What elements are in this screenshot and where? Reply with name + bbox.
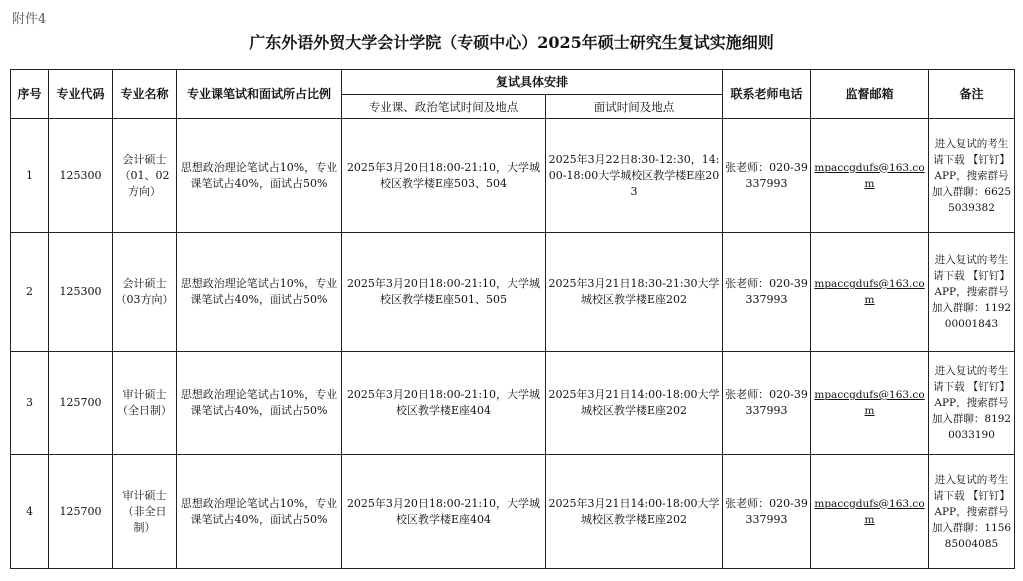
cell-code: 125300 <box>49 233 113 352</box>
cell-note: 进入复试的考生请下载 【钉钉】APP，搜索群号加入群聊：81920033190 <box>929 352 1015 455</box>
cell-seq: 4 <box>11 455 49 569</box>
table-row <box>11 455 1015 569</box>
cell-ratio: 思想政治理论笔试占10%，专业课笔试占40%，面试占50% <box>177 352 342 455</box>
cell-phone: 张老师：020-39337993 <box>723 233 811 352</box>
cell-name: 审计硕士（全日制） <box>113 352 177 455</box>
header-email: 监督邮箱 <box>811 70 929 119</box>
cell-phone: 张老师：020-39337993 <box>723 455 811 569</box>
table-row <box>11 352 1015 455</box>
cell-interview: 2025年3月21日14:00-18:00大学城校区教学楼E座202 <box>546 352 723 455</box>
cell-written: 2025年3月20日18:00-21:10，大学城校区教学楼E座404 <box>342 352 546 455</box>
cell-seq: 2 <box>11 233 49 352</box>
cell-written: 2025年3月20日18:00-21:10，大学城校区教学楼E座503、504 <box>342 119 546 233</box>
cell-note: 进入复试的考生请下载 【钉钉】APP，搜索群号加入群聊：66255039382 <box>929 119 1015 233</box>
attachment-label: 附件4 <box>12 12 47 27</box>
header-phone: 联系老师电话 <box>723 70 811 119</box>
retest-schedule-table <box>10 69 1015 569</box>
cell-written: 2025年3月20日18:00-21:10，大学城校区教学楼E座404 <box>342 455 546 569</box>
cell-code: 125700 <box>49 455 113 569</box>
document-title: 广东外语外贸大学会计学院（专硕中心）2025年硕士研究生复试实施细则 <box>249 33 774 52</box>
cell-interview: 2025年3月22日8:30-12:30，14:00-18:00大学城校区教学楼E座203 <box>546 119 723 233</box>
header-code: 专业代码 <box>49 70 113 119</box>
header-seq: 序号 <box>11 70 49 119</box>
table-row <box>11 233 1015 352</box>
cell-interview: 2025年3月21日18:30-21:30大学城校区教学楼E座202 <box>546 233 723 352</box>
cell-interview: 2025年3月21日14:00-18:00大学城校区教学楼E座202 <box>546 455 723 569</box>
cell-code: 125700 <box>49 352 113 455</box>
header-ratio: 专业课笔试和面试所占比例 <box>177 70 342 119</box>
cell-note: 进入复试的考生请下载 【钉钉】APP，搜索群号加入群聊：119200001843 <box>929 233 1015 352</box>
header-interview: 面试时间及地点 <box>546 95 723 119</box>
cell-phone: 张老师：020-39337993 <box>723 352 811 455</box>
cell-seq: 1 <box>11 119 49 233</box>
cell-email-link[interactable]: mpaccgdufs@163.com <box>811 352 929 455</box>
cell-name: 审计硕士（非全日制） <box>113 455 177 569</box>
cell-name: 会计硕士（01、02方向） <box>113 119 177 233</box>
cell-code: 125300 <box>49 119 113 233</box>
cell-ratio: 思想政治理论笔试占10%，专业课笔试占40%，面试占50% <box>177 455 342 569</box>
cell-ratio: 思想政治理论笔试占10%，专业课笔试占40%，面试占50% <box>177 233 342 352</box>
cell-note: 进入复试的考生请下载 【钉钉】APP，搜索群号加入群聊：115685004085 <box>929 455 1015 569</box>
cell-email-link[interactable]: mpaccgdufs@163.com <box>811 455 929 569</box>
cell-phone: 张老师：020-39337993 <box>723 119 811 233</box>
cell-written: 2025年3月20日18:00-21:10，大学城校区教学楼E座501、505 <box>342 233 546 352</box>
cell-seq: 3 <box>11 352 49 455</box>
header-note: 备注 <box>929 70 1015 119</box>
header-arrangement: 复试具体安排 <box>342 70 723 95</box>
header-name: 专业名称 <box>113 70 177 119</box>
cell-ratio: 思想政治理论笔试占10%，专业课笔试占40%，面试占50% <box>177 119 342 233</box>
cell-name: 会计硕士（03方向） <box>113 233 177 352</box>
cell-email-link[interactable]: mpaccgdufs@163.com <box>811 119 929 233</box>
header-written: 专业课、政治笔试时间及地点 <box>342 95 546 119</box>
table-header-row <box>11 70 1015 95</box>
table-row <box>11 119 1015 233</box>
cell-email-link[interactable]: mpaccgdufs@163.com <box>811 233 929 352</box>
